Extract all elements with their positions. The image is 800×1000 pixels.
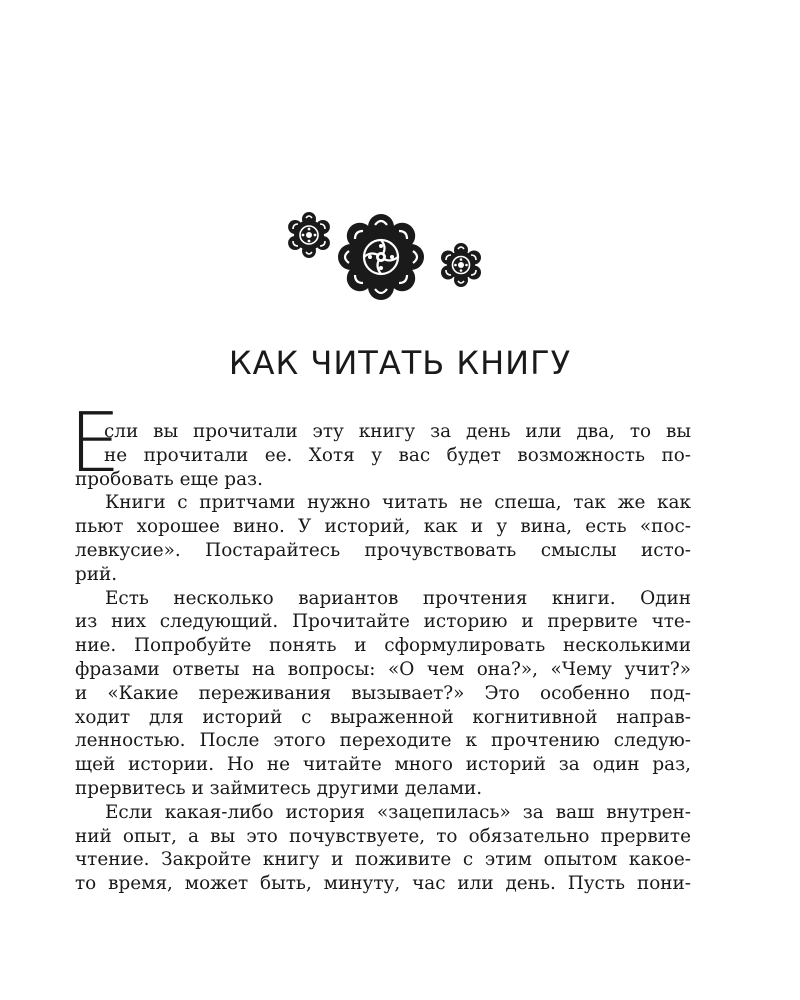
text-line: не прочитали ее. Хотя у вас будет возможность по- [104,444,691,466]
chapter-title: КАК ЧИТАТЬ КНИГУ [228,344,572,382]
text-line: чтение. Закройте книгу и поживите с этим опытом какое- [75,849,691,871]
text-line: Книги с притчами нужно читать не спеша, так же как [105,492,691,514]
text-line: ленностью. После этого переходите к прочтению следую- [75,730,691,752]
text-line: ний опыт, а вы это почувствуете, то обязательно прервите [75,825,691,847]
text-line: пробовать еще раз. [75,468,263,490]
text-line: пьют хорошее вино. У историй, как и у вина, есть «пос- [75,516,691,538]
text-line: из них следующий. Прочитайте историю и прервите чте- [75,611,691,633]
text-line: ние. Попробуйте понять и сформулировать несколькими [75,635,691,657]
text-line: фразами ответы на вопросы: «О чем она?», «Чему учит?» [75,658,691,680]
text-line: левкусие». Постарайтесь прочувствовать смыслы исто- [75,539,691,561]
drop-cap: Е [69,396,121,491]
text-line: и «Какие переживания вызывает?» Это особенно под- [75,682,691,704]
body-text [69,396,691,896]
text-line: то время, может быть, минуту, час или день. Пусть пони- [75,873,691,895]
large-rosette-center-icon [338,214,424,300]
text-line: ходит для историй с выраженной когнитивной направ- [75,706,691,728]
floral-ornament-icon [280,205,490,300]
small-rosette-left-icon [288,212,330,258]
text-line: Если какая-либо история «зацепилась» за ваш внутрен- [105,801,691,823]
text-line: прервитесь и займитесь другими делами. [75,777,483,799]
text-line: сли вы прочитали эту книгу за день или два, то вы [104,421,691,442]
text-line: щей истории. Но не читайте много историй за один раз, [75,754,691,776]
small-rosette-right-icon [441,243,481,287]
text-line: рий. [75,563,118,585]
text-line: Есть несколько вариантов прочтения книги. Один [105,587,691,609]
